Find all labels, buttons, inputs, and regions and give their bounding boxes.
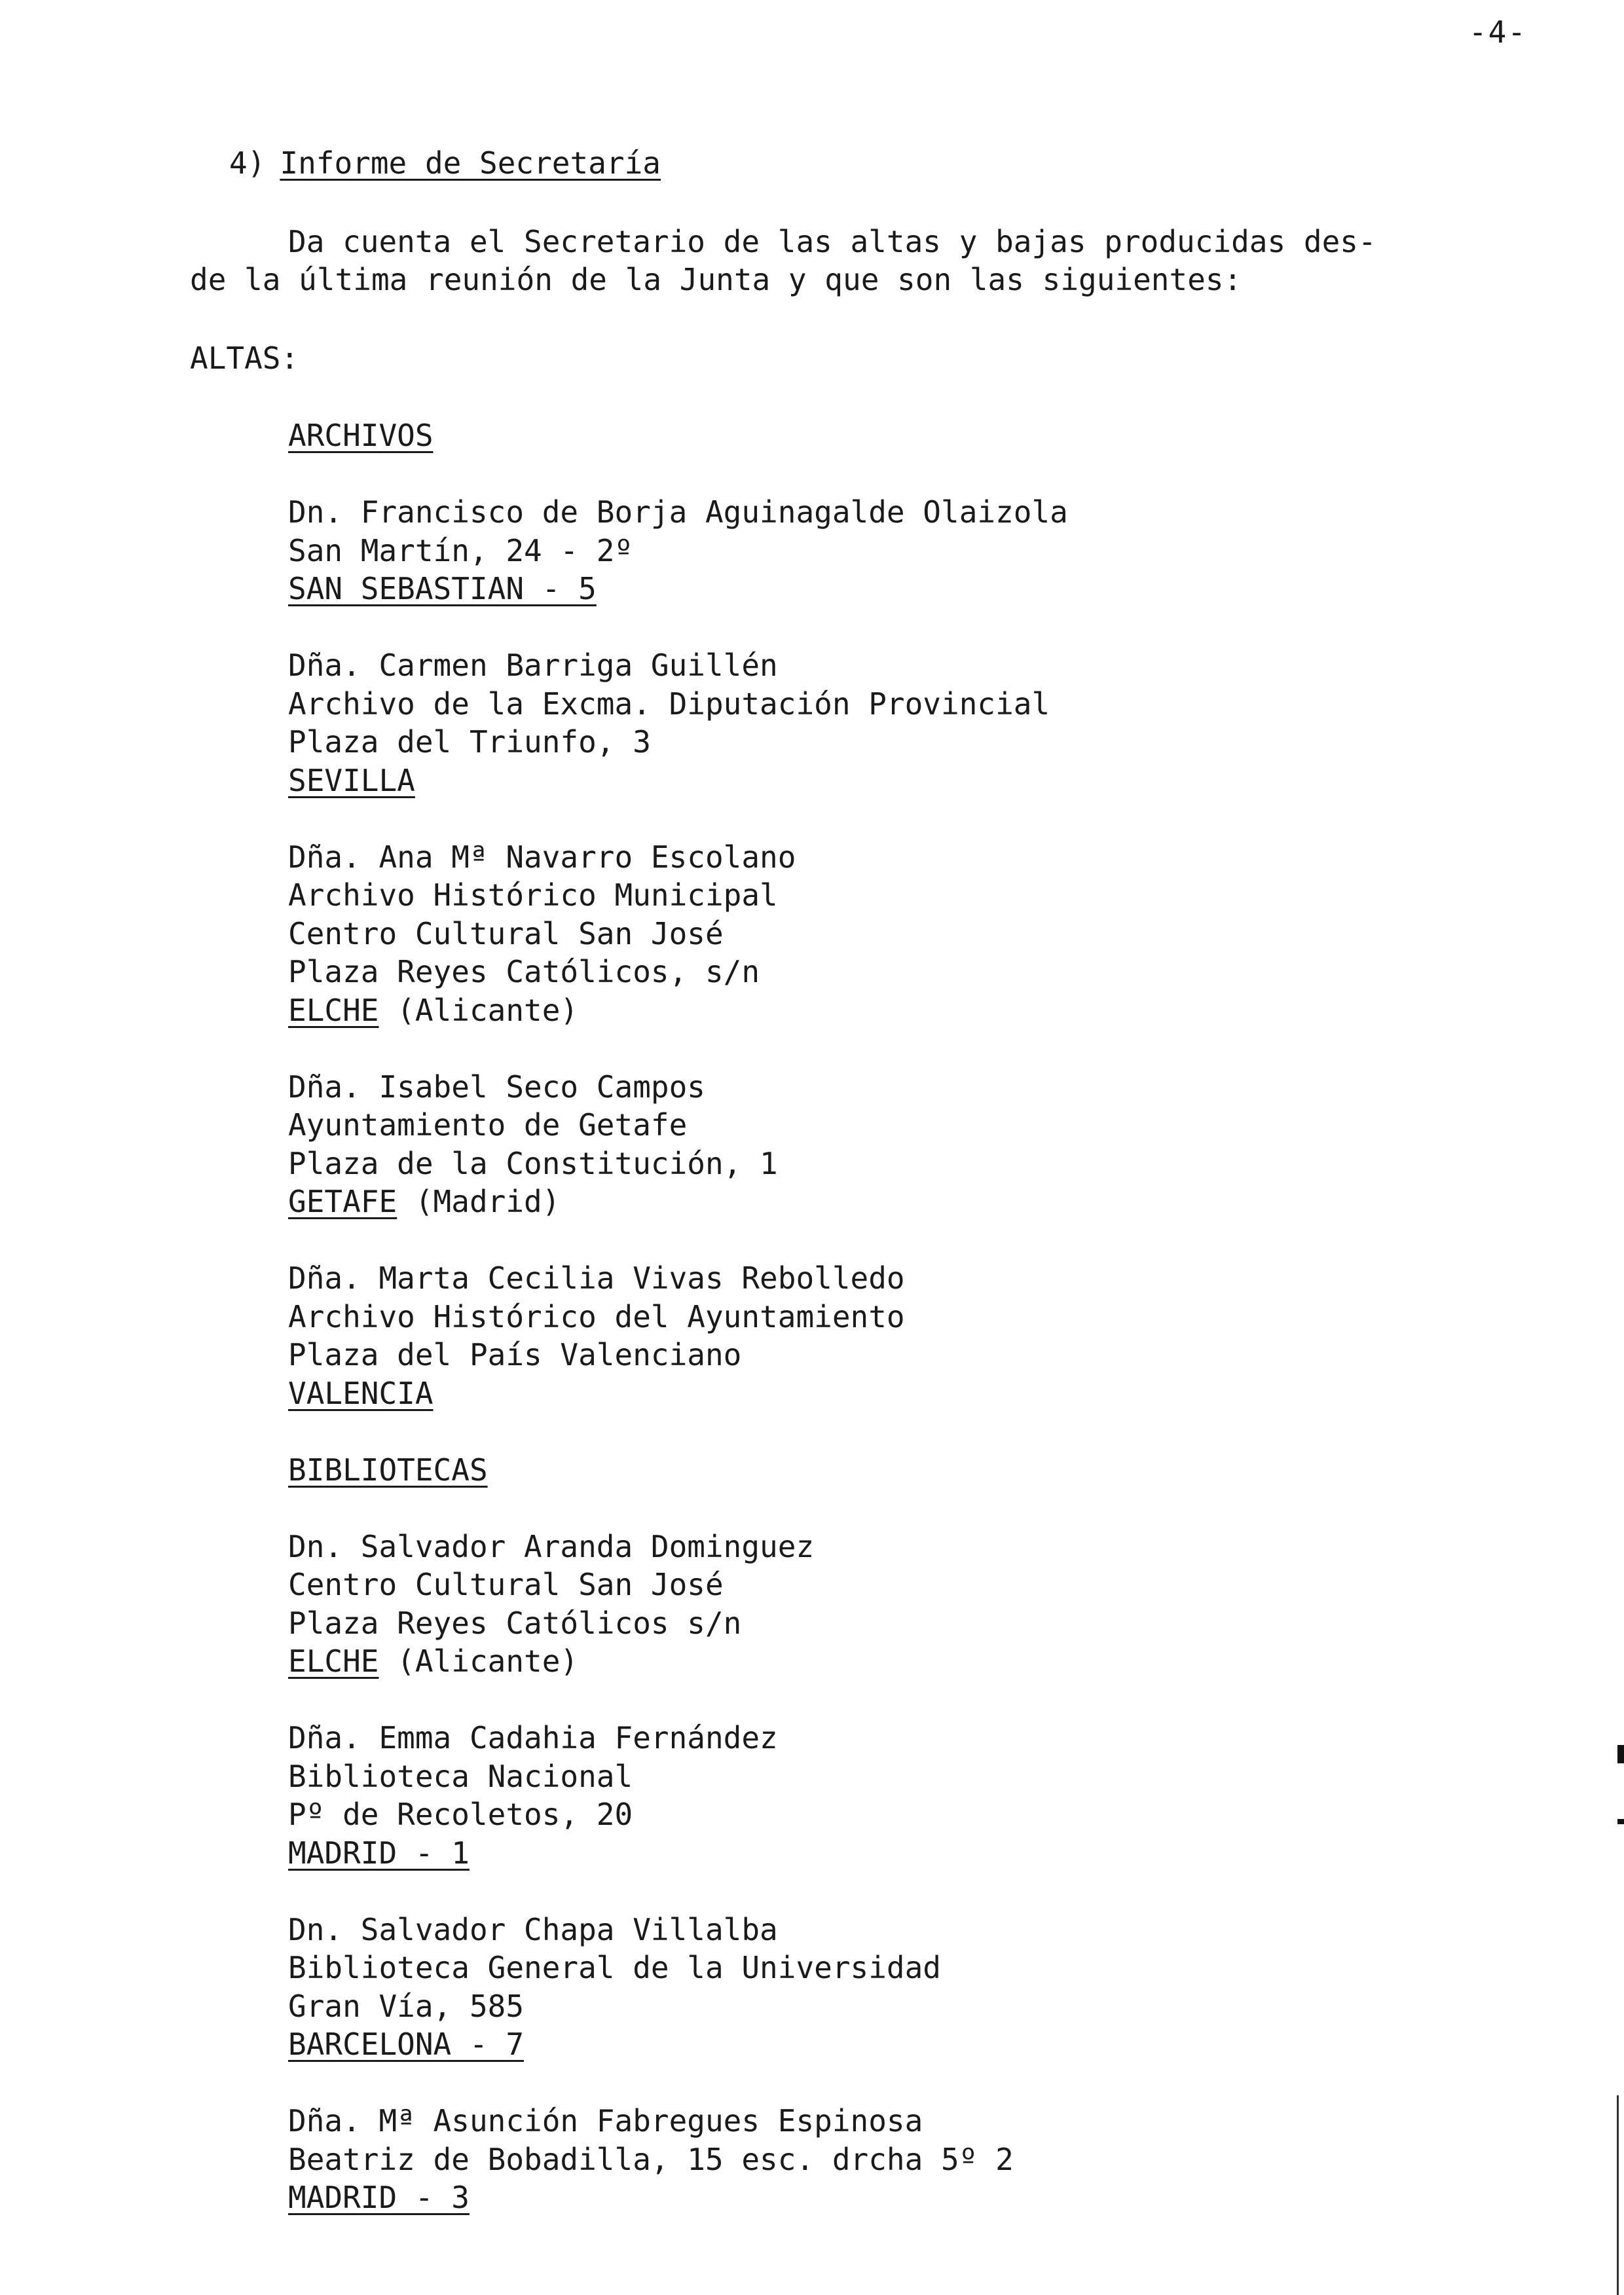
city-name: SEVILLA — [288, 762, 415, 798]
edge-mark — [1617, 1819, 1624, 1824]
city-name: VALENCIA — [288, 1375, 434, 1411]
address-line: Dña. Mª Asunción Fabregues Espinosa — [288, 2103, 923, 2139]
city-province: (Madrid) — [397, 1184, 561, 1219]
address-line: Dña. Isabel Seco Campos — [288, 1069, 705, 1105]
city-line — [288, 1183, 1532, 1221]
city-province: (Alicante) — [378, 992, 579, 1028]
address-line: Dña. Ana Mª Navarro Escolano — [288, 839, 796, 875]
altas-label: ALTAS: — [190, 340, 299, 376]
address-line: Plaza del Triunfo, 3 — [288, 724, 651, 760]
city-name: GETAFE — [288, 1184, 397, 1219]
address-line: Plaza de la Constitución, 1 — [288, 1145, 778, 1181]
category-heading: ARCHIVOS — [288, 418, 434, 453]
section-number: 4) — [229, 145, 266, 181]
city-line — [288, 2178, 1532, 2217]
address-line: Plaza Reyes Católicos, s/n — [288, 954, 760, 989]
intro-line: de la última reunión de la Junta y que son las siguientes: — [190, 262, 1242, 297]
edge-mark — [1617, 1745, 1624, 1763]
member-entry — [288, 493, 1532, 608]
city-line — [288, 570, 1532, 608]
address-line: Centro Cultural San José — [288, 1567, 724, 1602]
address-line: Dn. Salvador Aranda Dominguez — [288, 1528, 815, 1564]
section-heading — [229, 144, 661, 182]
address-line: Archivo Histórico del Ayuntamiento — [288, 1298, 905, 1334]
intro-line: Da cuenta el Secretario de las altas y bajas producidas des- — [288, 224, 1376, 259]
address-line: Dña. Carmen Barriga Guillén — [288, 648, 778, 683]
member-entry — [288, 646, 1532, 799]
intro-paragraph — [190, 223, 1486, 299]
city-name: ELCHE — [288, 1643, 379, 1679]
category-heading: BIBLIOTECAS — [288, 1452, 488, 1488]
city-name: BARCELONA - 7 — [288, 2027, 525, 2062]
address-line: Plaza Reyes Católicos s/n — [288, 1605, 742, 1641]
city-line — [288, 991, 1532, 1030]
city-name: ELCHE — [288, 992, 379, 1028]
address-line: Beatriz de Bobadilla, 15 esc. drcha 5º 2 — [288, 2141, 1014, 2177]
city-line — [288, 1374, 1532, 1413]
city-line — [288, 1642, 1532, 1681]
city-line — [288, 762, 1532, 800]
address-line: Gran Vía, 585 — [288, 1988, 525, 2024]
page-number: -4- — [1468, 14, 1527, 50]
address-line: Dn. Francisco de Borja Aguinagalde Olaizola — [288, 494, 1068, 530]
address-line: Dña. Emma Cadahia Fernández — [288, 1720, 778, 1755]
address-line: Dña. Marta Cecilia Vivas Rebolledo — [288, 1260, 905, 1296]
page-edge-line — [1617, 2095, 1619, 2295]
member-entry — [288, 1719, 1532, 1872]
address-line: Archivo de la Excma. Diputación Provincial — [288, 686, 1050, 722]
address-line: Plaza del País Valenciano — [288, 1337, 742, 1372]
member-entry — [288, 1911, 1532, 2064]
address-line: Biblioteca General de la Universidad — [288, 1950, 941, 1985]
member-entry — [288, 1259, 1532, 1412]
city-province: (Alicante) — [378, 1643, 579, 1679]
section-title: Informe de Secretaría — [280, 145, 661, 181]
city-line — [288, 1834, 1532, 1873]
city-name: MADRID - 3 — [288, 2180, 470, 2215]
member-entry — [288, 1528, 1532, 1681]
address-line: Ayuntamiento de Getafe — [288, 1107, 688, 1143]
address-line: Biblioteca Nacional — [288, 1758, 633, 1794]
address-line: Archivo Histórico Municipal — [288, 877, 778, 913]
address-line: Dn. Salvador Chapa Villalba — [288, 1911, 778, 1947]
address-line: Pº de Recoletos, 20 — [288, 1797, 633, 1832]
address-line: Centro Cultural San José — [288, 915, 724, 951]
members-list — [288, 416, 1532, 2255]
member-entry — [288, 1068, 1532, 1221]
city-name: SAN SEBASTIAN - 5 — [288, 571, 597, 606]
member-entry — [288, 838, 1532, 1030]
member-entry — [288, 2102, 1532, 2217]
address-line: San Martín, 24 - 2º — [288, 532, 633, 568]
city-line — [288, 2025, 1532, 2064]
city-name: MADRID - 1 — [288, 1835, 470, 1871]
